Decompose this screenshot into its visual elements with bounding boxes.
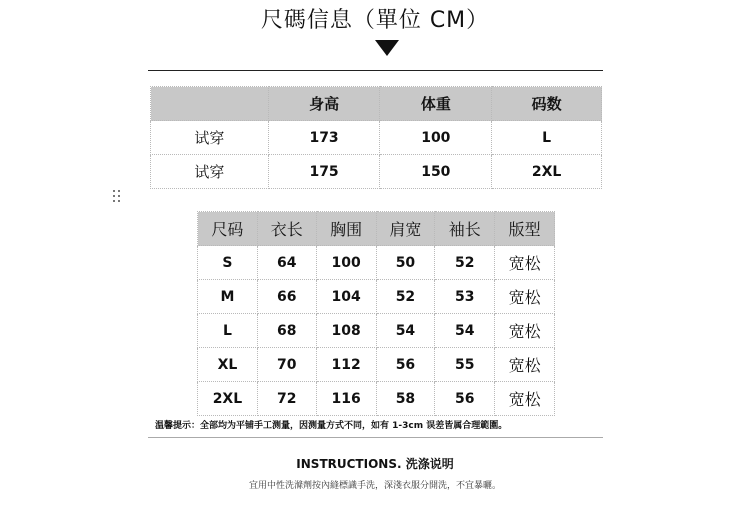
table-cell: 试穿 — [151, 121, 269, 155]
down-arrow-icon — [375, 40, 399, 56]
size-table — [197, 211, 555, 416]
column-header: 袖长 — [435, 212, 495, 246]
column-header: 身高 — [268, 87, 380, 121]
divider — [148, 70, 603, 71]
table-cell: M — [198, 280, 258, 314]
table-cell: L — [198, 314, 258, 348]
table-cell: 112 — [316, 348, 376, 382]
table-cell: L — [492, 121, 602, 155]
drag-handle-icon[interactable] — [112, 190, 122, 204]
table-cell: 52 — [376, 280, 435, 314]
table-cell: 宽松 — [495, 382, 555, 416]
table-cell: 宽松 — [495, 280, 555, 314]
table-header-row — [198, 212, 555, 246]
table-cell: 试穿 — [151, 155, 269, 189]
table-cell: 70 — [257, 348, 316, 382]
table-row — [198, 314, 555, 348]
table-row — [198, 382, 555, 416]
table-row — [151, 155, 602, 189]
table-cell: 100 — [380, 121, 492, 155]
tryon-table — [150, 86, 602, 189]
table-cell: 58 — [376, 382, 435, 416]
table-cell: 72 — [257, 382, 316, 416]
table-cell: 55 — [435, 348, 495, 382]
table-cell: 56 — [376, 348, 435, 382]
table-cell: 53 — [435, 280, 495, 314]
table-row — [198, 348, 555, 382]
table-cell: 108 — [316, 314, 376, 348]
table-cell: 173 — [268, 121, 380, 155]
divider — [148, 437, 603, 438]
table-cell: 68 — [257, 314, 316, 348]
table-header-row — [151, 87, 602, 121]
column-header: 体重 — [380, 87, 492, 121]
table-row — [198, 280, 555, 314]
table-cell: 150 — [380, 155, 492, 189]
column-header: 版型 — [495, 212, 555, 246]
page-title: 尺碼信息（單位 CM） — [260, 8, 490, 33]
measurement-note: 温馨提示：全部均为平铺手工测量，因测量方式不同，如有 1-3cm 误差皆属合理範圍。 — [155, 421, 508, 431]
column-header: 码数 — [492, 87, 602, 121]
table-cell: XL — [198, 348, 258, 382]
table-cell: 175 — [268, 155, 380, 189]
column-header — [151, 87, 269, 121]
table-cell: 宽松 — [495, 246, 555, 280]
table-cell: 54 — [435, 314, 495, 348]
instructions-text: 宜用中性洗滌劑按內縫標識手洗，深淺衣服分開洗，不宜暴曬。 — [248, 481, 501, 491]
table-cell: 2XL — [198, 382, 258, 416]
column-header: 肩宽 — [376, 212, 435, 246]
table-cell: S — [198, 246, 258, 280]
table-cell: 宽松 — [495, 348, 555, 382]
table-row — [151, 121, 602, 155]
table-cell: 52 — [435, 246, 495, 280]
table-cell: 54 — [376, 314, 435, 348]
table-cell: 104 — [316, 280, 376, 314]
column-header: 尺码 — [198, 212, 258, 246]
column-header: 胸围 — [316, 212, 376, 246]
instructions-title: INSTRUCTIONS. 洗涤说明 — [296, 457, 454, 471]
table-cell: 50 — [376, 246, 435, 280]
table-cell: 66 — [257, 280, 316, 314]
table-cell: 宽松 — [495, 314, 555, 348]
table-row — [198, 246, 555, 280]
column-header: 衣长 — [257, 212, 316, 246]
table-cell: 64 — [257, 246, 316, 280]
table-cell: 100 — [316, 246, 376, 280]
table-cell: 116 — [316, 382, 376, 416]
table-cell: 56 — [435, 382, 495, 416]
table-cell: 2XL — [492, 155, 602, 189]
